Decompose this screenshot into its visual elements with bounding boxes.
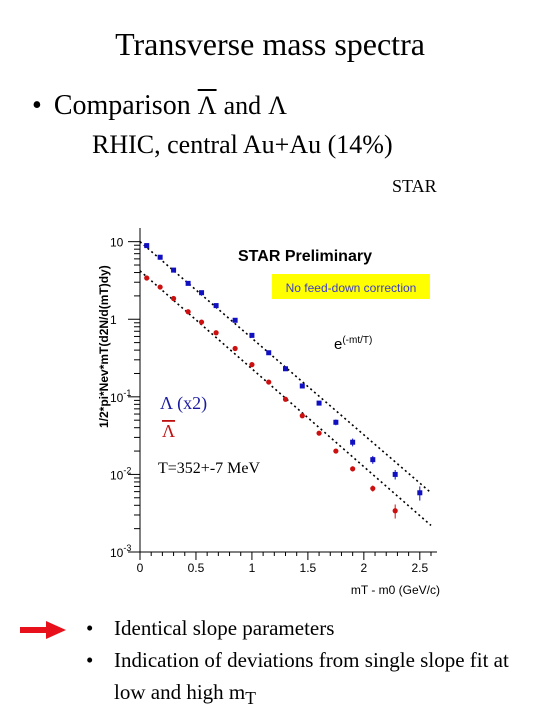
y-axis-label: 1/2*pi*Nev*mT(d2N/d(mT)dy) [97, 265, 111, 428]
deviation-text: Indication of deviations from single slope fit at low and high m [114, 648, 509, 704]
lambda-point [158, 255, 163, 260]
antilambda-point [171, 296, 176, 301]
subtitle: RHIC, central Au+Au (14%) [92, 130, 393, 159]
antilambda-legend: Λ [162, 421, 176, 441]
antilambda-point [393, 508, 398, 513]
lambda-point [144, 243, 149, 248]
comparison-label: Comparison [53, 90, 191, 121]
fit-formula [334, 335, 372, 353]
lambda-point [233, 318, 238, 323]
antilambda-point [333, 448, 338, 453]
lambda-point [393, 472, 398, 477]
x-tick-label: 2 [360, 561, 368, 575]
x-axis-label: mT - m0 (GeV/c) [350, 583, 440, 597]
temperature-label: T=352+-7 MeV [158, 460, 261, 477]
lambda-point [370, 457, 375, 462]
conclusion-bullets [86, 612, 526, 714]
lambda-point [283, 366, 288, 371]
antilambda-point [350, 466, 355, 471]
x-tick-label: 1.5 [299, 561, 317, 575]
lambda-point [317, 401, 322, 406]
lambda-legend: Λ (x2) [160, 393, 208, 413]
antilambda-point [300, 413, 305, 418]
x-tick-label: 1 [248, 561, 256, 575]
y-tick-label: $10^{-1}$ [110, 387, 132, 405]
chart-title: STAR Preliminary [238, 248, 372, 265]
x-tick-label: 0 [136, 561, 144, 575]
lambda-point [186, 281, 191, 286]
bullet-deviations [86, 644, 526, 714]
lambda-point [300, 383, 305, 388]
x-tick-label: 0.5 [187, 561, 205, 575]
antilambda-point [158, 284, 163, 289]
formula-exponent: (-mt/T) [342, 335, 373, 346]
bullet-identical-slopes: • Identical slope parameters [86, 612, 526, 644]
bullet-dot: • [32, 90, 42, 121]
antilambda-point [186, 309, 191, 314]
mt-subscript: T [245, 688, 256, 709]
y-tick-label: $10^{-2}$ [110, 465, 132, 483]
antilambda-point [370, 486, 375, 491]
lambda-point [199, 290, 204, 295]
formula-base: e [334, 336, 343, 353]
slide-title: Transverse mass spectra [115, 26, 425, 62]
antilambda-point [266, 379, 271, 384]
experiment-label: STAR [392, 176, 437, 196]
lambda-symbol: Λ [268, 91, 287, 120]
lambda-point [333, 420, 338, 425]
antilambda-point [144, 275, 149, 280]
y-tick-label: 10 [110, 235, 124, 250]
y-tick-label: $10^{-3}$ [110, 543, 132, 560]
antilambda-point [249, 362, 254, 367]
antilambda-point [214, 330, 219, 335]
antilambda-point [233, 346, 238, 351]
and-word: and [223, 91, 262, 120]
lambda-point [214, 303, 219, 308]
lambda-point [350, 440, 355, 445]
red-arrow-icon [18, 618, 68, 642]
antilambda-symbol: Λ [197, 91, 217, 120]
lambda-point [266, 350, 271, 355]
lambda-point [417, 490, 422, 495]
antilambda-point [283, 397, 288, 402]
antilambda-point [199, 319, 204, 324]
x-tick-label: 2.5 [411, 561, 429, 575]
lambda-point [249, 333, 254, 338]
y-tick-label: 1 [110, 313, 117, 328]
feed-down-text: No feed-down correction [285, 281, 417, 295]
lambda-point [171, 268, 176, 273]
antilambda-point [316, 431, 321, 436]
